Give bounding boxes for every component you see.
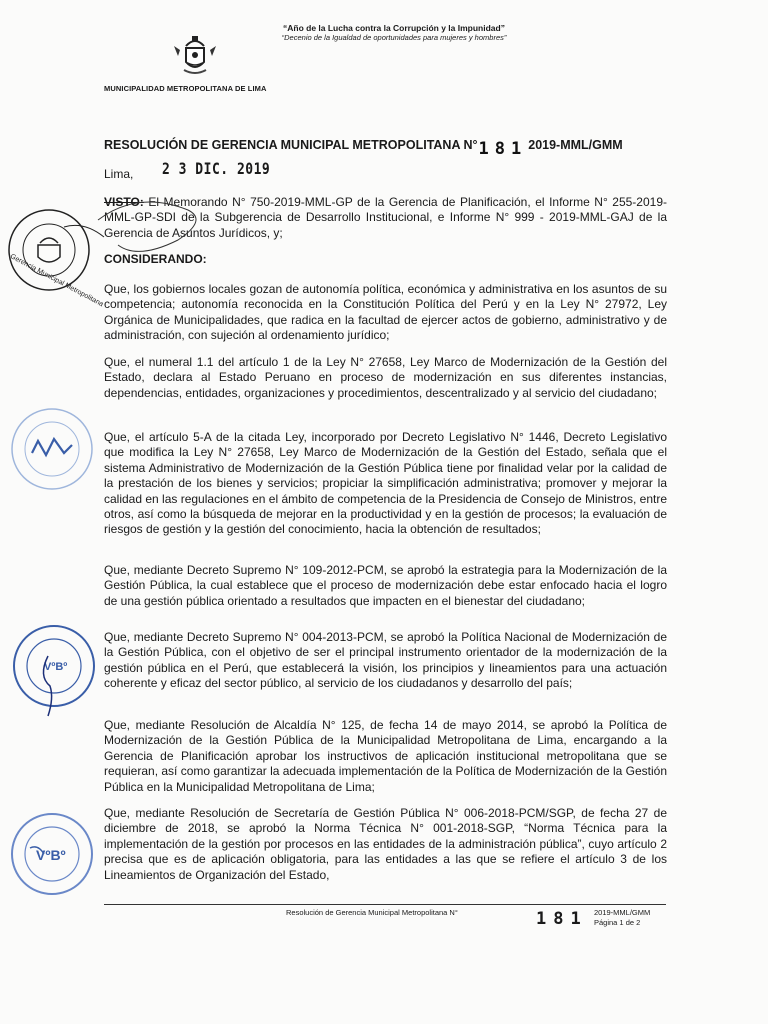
faint-visado-stamp-icon (6, 403, 98, 495)
date-stamp: 2 3 DIC. 2019 (162, 160, 271, 179)
footer-text: Resolución de Gerencia Municipal Metropolitana N° (286, 908, 458, 917)
paragraph-3: Que, el artículo 5-A de la citada Ley, incorporado por Decreto Legislativo N° 1446, Decreto Legislativo que modifica la Ley N° 27658, Ley Marco de Modernización de la Gestión del Estado, señala que el sistema Administrativo de Modernización de la Gestión Pública tiene por finalidad velar por la calidad de la prestación de los bienes y servicios; propiciar la simplificación administrativa; promover y mejorar la calidad en las regulaciones en el ámbito de competencia de la Presidencia de Consejo de Ministros, entre otros, así como la búsqueda de mejorar en la productividad y en la gestión de procesos; la evaluación de riesgos de gestión y la gestión del conocimiento, hacia la obtención de resultados; (104, 430, 667, 537)
institution-name: MUNICIPALIDAD METROPOLITANA DE LIMA (104, 84, 267, 93)
stamp4-mark: VºBº (36, 847, 66, 863)
gerencia-municipal-stamp-icon (4, 205, 105, 309)
considerando-heading: CONSIDERANDO: (104, 252, 207, 266)
paragraph-7: Que, mediante Resolución de Secretaría de Gestión Pública N° 006-2018-PCM/SGP, de fecha 27 de diciembre de 2018, se aprobó la Norma Técnica N° 001-2018-SGP, “Norma Técnica para la implementación de la gestión por procesos en las entidades de la administración pública”, cuyo artículo 2 precisa que es de aplicación obligatoria, para las entidades a las que se refiere el artículo 3 de los Lineamientos de Organización del Estado, (104, 806, 667, 882)
paragraph-6: Que, mediante Resolución de Alcaldía N° 125, de fecha 14 de mayo 2014, se aprobó la Política de Modernización de la Gestión Pública de la Municipalidad Metropolitana de Lima, encargando a la Gerencia de Planificación aprobar los instructivos de aplicación institucional metropolitana que se requieran, así como garantizar la adecuada implementación de la Política de Modernización de la Gestión Pública en la Municipalidad Metropolitana de Lima; (104, 718, 667, 794)
footer-divider (104, 904, 666, 905)
paragraph-4: Que, mediante Decreto Supremo N° 109-2012-PCM, se aprobó la estrategia para la Modernización de la Gestión Pública, la cual establece que el proceso de modernización debe estar enfocado hacia el logro de una gestión pública orientado a resultados que impacten en el bienestar del ciudadano; (104, 563, 667, 608)
motto-line-1: “Año de la Lucha contra la Corrupción y la Impunidad” (283, 23, 505, 33)
title-prefix: RESOLUCIÓN DE GERENCIA MUNICIPAL METROPOLITANA N° (104, 138, 478, 152)
coat-of-arms-icon (172, 32, 218, 78)
footer-code (594, 908, 650, 927)
visto-text: El Memorando N° 750-2019-MML-GP de la Gerencia de Planificación, el Informe N° 255-2019-MML-GP-SDI de la Subgerencia de Desarrollo Institucional, e Informe N° 999 - 2019-MML-GAJ de la Gerencia de Asuntos Jurídicos, y; (104, 195, 667, 240)
motto-line-2: “Decenio de la Igualdad de oportunidades para mujeres y hombres” (281, 33, 507, 42)
resolution-title (104, 134, 623, 159)
stamp1-text: Gerencia Municipal Metropolitana (8, 253, 105, 309)
footer-handwritten-number: 181 (536, 909, 588, 929)
footer-resolution-code: 2019-MML/GMM (594, 908, 651, 917)
paragraph-1: Que, los gobiernos locales gozan de autonomía política, económica y administrativa en los asuntos de su competencia; autonomía reconocida en la Constitución Política del Perú y en la Ley N° 27972, Ley Orgánica de Municipalidades, que radica en la facultad de ejercer actos de gobierno, administrativo y de administración, con sujeción al ordenamiento jurídico; (104, 282, 667, 343)
paragraph-2: Que, el numeral 1.1 del artículo 1 de la Ley N° 27658, Ley Marco de Modernización de la Gestión del Estado, declara al Estado Peruano en proceso de modernización en sus diferentes instancias, dependencias, entidades, organizaciones y procedimientos, descentralizado y al servicio del ciudadano; (104, 355, 667, 400)
planificacion-subgerencia-stamp-icon (6, 808, 100, 902)
visto-label: VISTO: (104, 195, 144, 209)
signature-flourish-icon (88, 190, 228, 260)
place-label: Lima, (104, 167, 134, 181)
stamp3-mark: VºBº (44, 661, 68, 673)
paragraph-5: Que, mediante Decreto Supremo N° 004-2013-PCM, se aprobó la Política Nacional de Modernización de la Gestión Pública, con el objetivo de ser el principal instrumento orientador de la modernización de la gestión pública en el Perú, que establecerá la visión, los principios y lineamientos para una actuación coherente y eficaz del sector público, al servicio de los ciudadanos y desarrollo del país; (104, 630, 667, 691)
handwritten-number: 181 (478, 139, 528, 159)
footer-page-number: Página 1 de 2 (594, 917, 641, 927)
planificacion-visto-bueno-stamp-icon (8, 620, 104, 720)
title-suffix: 2019-MML/GMM (528, 138, 623, 152)
